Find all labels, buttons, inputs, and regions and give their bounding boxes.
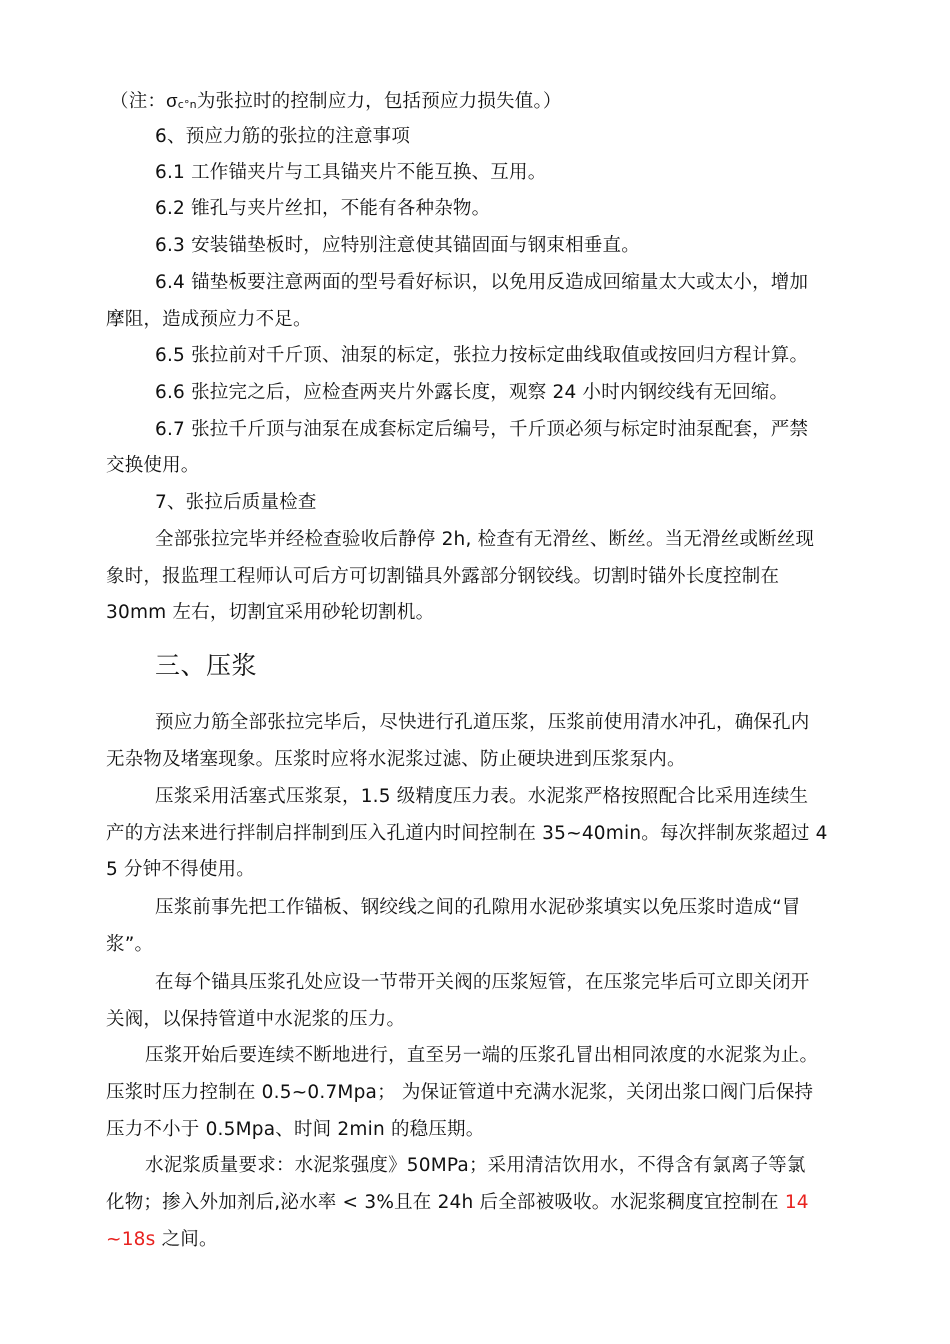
para-5-line-1: 压浆开始后要连续不断地进行，直至另一端的压浆孔冒出相同浓度的水泥浆为止。 (145, 1045, 819, 1066)
para-1-line-2: 无杂物及堵塞现象。压浆时应将水泥浆过滤、防止硬块进到压浆泵内。 (106, 749, 686, 770)
item-6-4-line-2: 摩阻，造成预应力不足。 (106, 309, 312, 330)
para-1-line-1: 预应力筋全部张拉完毕后，尽快进行孔道压浆，压浆前使用清水冲孔，确保孔内 (155, 712, 810, 733)
note-line (110, 88, 562, 117)
section-6-title: 6、预应力筋的张拉的注意事项 (155, 126, 411, 147)
sigma-symbol: σ (166, 90, 178, 111)
para-4-line-2: 关阀，以保持管道中水泥浆的压力。 (106, 1009, 406, 1030)
para-2-line-2: 产的方法来进行拌制启拌制到压入孔道内时间控制在 35~40min。每次拌制灰浆超过 4 (106, 823, 828, 844)
para-5-line-3: 压力不小于 0.5Mpa、时间 2min 的稳压期。 (106, 1119, 485, 1140)
para-5-line-2: 压浆时压力控制在 0.5~0.7Mpa； 为保证管道中充满水泥浆，关闭出浆口阀门后保持 (106, 1082, 814, 1103)
item-6-6: 6.6 张拉完之后，应检查两夹片外露长度，观察 24 小时内钢绞线有无回缩。 (155, 382, 789, 403)
item-6-2: 6.2 锥孔与夹片丝扣，不能有各种杂物。 (155, 198, 491, 219)
para-6-line-3-text: 之间。 (155, 1229, 218, 1250)
para-3-line-2: 浆”。 (106, 934, 154, 955)
para-6-line-2 (106, 1190, 809, 1216)
consistency-value-start: 14 (784, 1192, 809, 1213)
item-6-7-line-1: 6.7 张拉千斤顶与油泵在成套标定后编号，千斤顶必须与标定时油泵配套，严禁 (155, 419, 809, 440)
para-6-line-2-text: 化物；掺入外加剂后,泌水率 < 3%且在 24h 后全部被吸收。水泥浆稠度宜控制在 (106, 1192, 785, 1213)
section-7-para-line-2: 象时，报监理工程师认可后方可切割锚具外露部分钢铰线。切割时锚外长度控制在 (106, 566, 780, 587)
item-6-7-line-2: 交换使用。 (106, 455, 200, 476)
para-6-line-1: 水泥浆质量要求：水泥浆强度》50MPa；采用清洁饮用水，不得含有氯离子等氯 (145, 1155, 806, 1176)
para-3-line-1: 压浆前事先把工作锚板、钢绞线之间的孔隙用水泥砂浆填实以免压浆时造成“冒 (155, 897, 801, 918)
para-2-line-3: 5 分钟不得使用。 (106, 859, 255, 880)
para-4-line-1: 在每个锚具压浆孔处应设一节带开关阀的压浆短管，在压浆完毕后可立即关闭开 (155, 972, 810, 993)
sigma-subscript: c°n (177, 98, 197, 111)
item-6-4-line-1: 6.4 锚垫板要注意两面的型号看好标识，以免用反造成回缩量太大或太小，增加 (155, 272, 809, 293)
note-prefix: （注： (110, 91, 167, 112)
item-6-3: 6.3 安装锚垫板时，应特别注意使其锚固面与钢束相垂直。 (155, 235, 640, 256)
section-7-para-line-1: 全部张拉完毕并经检查验收后静停 2h, 检查有无滑丝、断丝。当无滑丝或断丝现 (155, 529, 815, 550)
para-2-line-1: 压浆采用活塞式压浆泵，1.5 级精度压力表。水泥浆严格按照配合比采用连续生 (155, 786, 809, 807)
section-7-para-line-3: 30mm 左右，切割宜采用砂轮切割机。 (106, 602, 435, 623)
section-7-title: 7、张拉后质量检查 (155, 492, 317, 513)
para-6-line-3 (106, 1227, 218, 1253)
consistency-value-end: ~18s (106, 1229, 156, 1250)
note-suffix: 为张拉时的控制应力，包括预应力损失值。） (196, 91, 562, 112)
heading-grouting: 三、压浆 (155, 651, 258, 680)
item-6-5: 6.5 张拉前对千斤顶、油泵的标定，张拉力按标定曲线取值或按回归方程计算。 (155, 345, 809, 366)
item-6-1: 6.1 工作锚夹片与工具锚夹片不能互换、互用。 (155, 162, 547, 183)
